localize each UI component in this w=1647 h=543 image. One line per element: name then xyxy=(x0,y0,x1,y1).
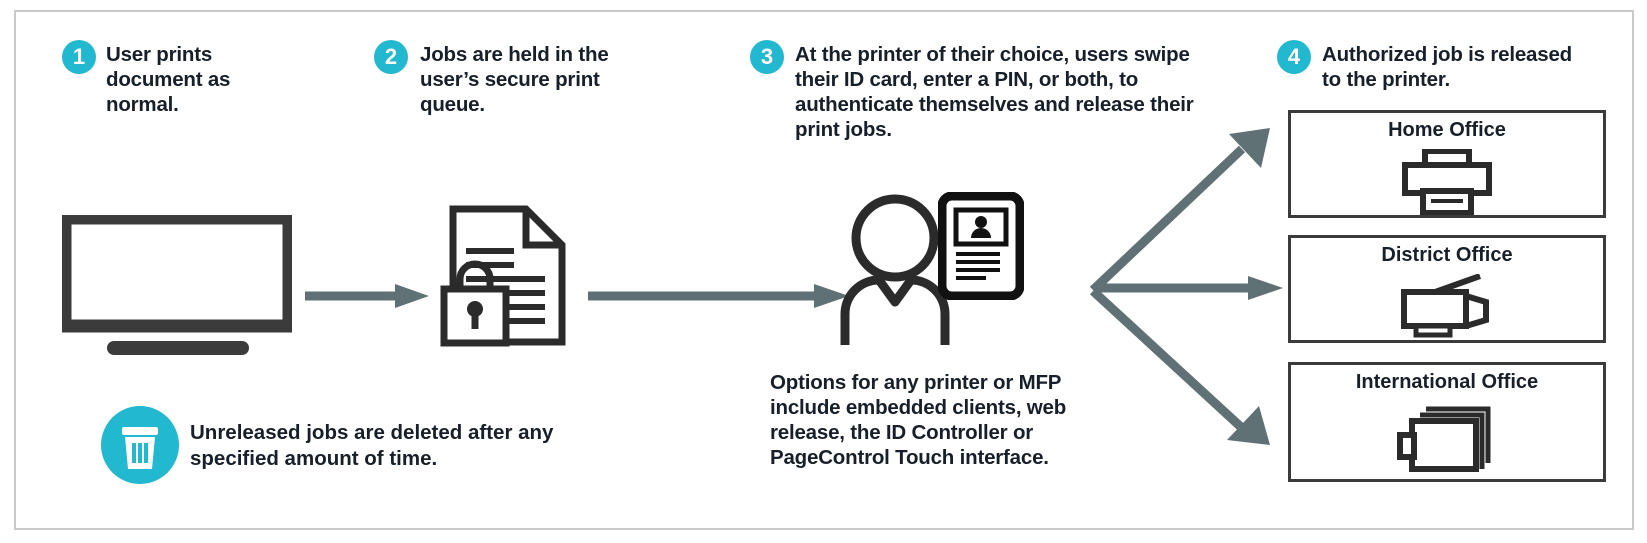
office-label-home: Home Office xyxy=(1388,119,1506,141)
user-icon xyxy=(840,190,950,350)
multi-printer-icon xyxy=(1291,401,1603,473)
arrow-to-home-office xyxy=(1090,125,1280,295)
arrow-monitor-to-queue xyxy=(305,283,430,309)
step-text-2: Jobs are held in the user’s secure print queue. xyxy=(420,43,609,116)
arrow-to-international-office xyxy=(1090,288,1280,448)
step-badge-2: 2 xyxy=(374,40,408,74)
id-card-icon xyxy=(938,192,1024,300)
printer-icon xyxy=(1291,149,1603,215)
step-badge-4: 4 xyxy=(1277,40,1311,74)
office-box-international xyxy=(1288,362,1606,482)
step-badge-3: 3 xyxy=(750,40,784,74)
mfp-icon xyxy=(1291,274,1603,338)
office-label-international: International Office xyxy=(1355,371,1539,393)
options-note: Options for any printer or MFP include embedded clients, web release, the ID Controller or PageControl Touch interface. xyxy=(770,371,1067,469)
unreleased-jobs-note: Unreleased jobs are deleted after any specified amount of time. xyxy=(190,421,554,470)
step-text-4: Authorized job is released to the printer. xyxy=(1322,43,1572,91)
office-box-district xyxy=(1288,235,1606,343)
trash-icon xyxy=(100,405,180,485)
step-badge-1: 1 xyxy=(62,40,96,74)
monitor-icon xyxy=(62,215,292,370)
step-text-3: At the printer of their choice, users swipe their ID card, enter a PIN, or both, to authenticate themselves and release their print jobs. xyxy=(795,43,1194,141)
locked-document-icon xyxy=(440,205,570,350)
arrow-queue-to-user xyxy=(588,283,850,309)
office-box-home xyxy=(1288,110,1606,218)
step-text-1: User prints document as normal. xyxy=(106,43,231,116)
office-label-district: District Office xyxy=(1381,244,1513,266)
